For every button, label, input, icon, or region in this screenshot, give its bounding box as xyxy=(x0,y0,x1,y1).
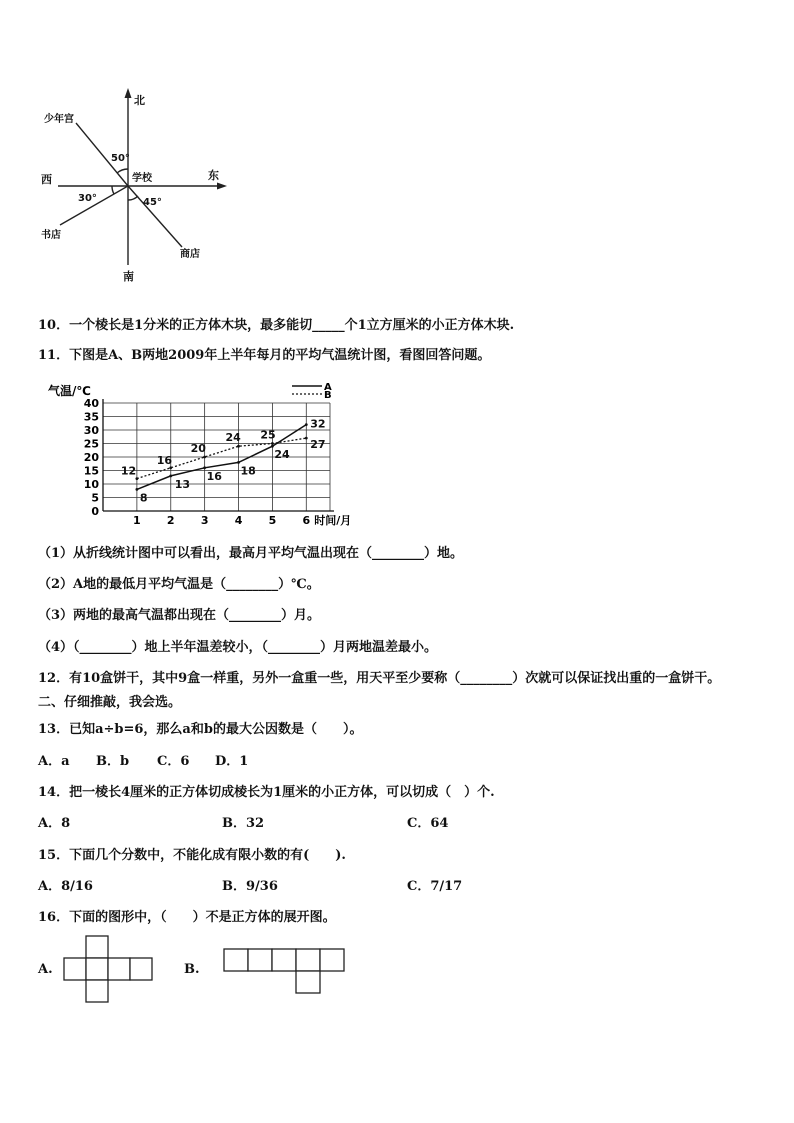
youth-palace-label: 少年宫 xyxy=(44,114,74,125)
compass-diagram xyxy=(30,85,240,290)
y-tick-label-35: 35 xyxy=(83,410,99,424)
data-label-A-2: 13 xyxy=(174,477,191,491)
point-A-1 xyxy=(135,488,138,491)
data-label-B-1: 12 xyxy=(120,464,137,478)
question-16: 16．下面的图形中，（ ）不是正方体的展开图。 xyxy=(38,910,336,925)
angle-north-label: 50° xyxy=(111,153,130,164)
angle-east-label: 45° xyxy=(143,197,162,208)
question-11-1: （1）从折线统计图中可以看出，最高月平均气温出现在（________）地。 xyxy=(38,546,464,561)
section-2-heading: 二、仔细推敲，我会选。 xyxy=(38,695,182,710)
temperature-line-chart xyxy=(40,378,380,528)
school-label: 学校 xyxy=(132,173,152,184)
point-B-6 xyxy=(305,437,308,440)
south-label: 南 xyxy=(123,270,134,283)
question-11-4: （4）（________）地上半年温差较小，（________）月两地温差最小。 xyxy=(38,640,438,655)
point-B-4 xyxy=(237,445,240,448)
q15-option-c: C．7/17 xyxy=(407,879,463,894)
data-label-A-6: 32 xyxy=(310,417,326,431)
y-tick-label-10: 10 xyxy=(83,478,99,491)
angle-west-label: 30° xyxy=(78,193,97,204)
data-label-B-5: 25 xyxy=(260,428,276,442)
point-B-5 xyxy=(271,442,274,445)
x-axis-title: 时间/月 xyxy=(314,514,352,527)
data-label-B-4: 24 xyxy=(225,431,241,445)
data-label-B-2: 16 xyxy=(156,453,173,467)
q16-option-a-label: A. xyxy=(38,962,53,977)
point-A-4 xyxy=(237,461,240,464)
q13-option-c: C．6 xyxy=(157,754,190,769)
question-11-2: （2）A地的最低月平均气温是（________）℃。 xyxy=(38,577,320,592)
q15-option-a: A．8/16 xyxy=(38,879,93,894)
store-label: 商店 xyxy=(180,249,200,260)
data-label-B-3: 20 xyxy=(190,442,206,455)
y-tick-label-25: 25 xyxy=(83,437,99,451)
q14-option-c: C．64 xyxy=(407,816,449,831)
point-B-1 xyxy=(135,477,138,480)
x-tick-label-6: 6 xyxy=(302,514,311,527)
data-label-A-1: 8 xyxy=(139,491,148,505)
q13-option-d: D．1 xyxy=(215,754,249,769)
y-tick-label-5: 5 xyxy=(91,491,99,505)
x-tick-label-2: 2 xyxy=(166,514,175,527)
point-A-6 xyxy=(305,423,308,426)
east-arrow-icon xyxy=(217,183,227,190)
q13-option-a: A．a xyxy=(38,754,70,769)
point-B-3 xyxy=(203,456,206,459)
q15-option-b: B．9/36 xyxy=(222,879,278,894)
north-label: 北 xyxy=(134,94,145,107)
y-tick-label-20: 20 xyxy=(83,451,99,464)
data-label-A-3: 16 xyxy=(206,469,222,483)
west-label: 西 xyxy=(41,173,52,186)
point-A-2 xyxy=(169,475,172,478)
question-10: 10．一个棱长是1分米的正方体木块，最多能切_____个1立方厘米的小正方体木块. xyxy=(38,318,515,333)
legend-label-B: B xyxy=(324,390,332,401)
north-arrow-icon xyxy=(125,88,132,98)
data-label-A-4: 18 xyxy=(240,464,256,478)
data-label-B-6: 27 xyxy=(310,438,326,452)
store-ray xyxy=(128,186,182,247)
angle-arc-west xyxy=(112,186,114,194)
q13-option-b: B．b xyxy=(96,754,130,769)
angle-arc-north xyxy=(117,169,128,173)
q14-option-a: A．8 xyxy=(38,816,71,831)
point-A-5 xyxy=(271,445,274,448)
q16-option-b-label: B. xyxy=(184,962,200,977)
cube-net-b xyxy=(222,947,348,997)
question-13: 13．已知a÷b=6，那么a和b的最大公因数是（ ）。 xyxy=(38,722,363,737)
cube-net-a xyxy=(62,935,158,1007)
y-tick-label-40: 40 xyxy=(83,397,99,410)
question-11: 11．下图是A、B两地2009年上半年每月的平均气温统计图，看图回答问题。 xyxy=(38,348,491,363)
point-B-2 xyxy=(169,466,172,469)
question-11-3: （3）两地的最高气温都出现在（________）月。 xyxy=(38,608,321,623)
question-12: 12．有10盒饼干，其中9盒一样重，另外一盒重一些，用天平至少要称（________）次就可以保证找出重的一盒饼干。 xyxy=(38,671,721,686)
question-14: 14．把一棱长4厘米的正方体切成棱长为1厘米的小正方体，可以切成（ ）个. xyxy=(38,785,495,800)
point-A-3 xyxy=(203,466,206,469)
q14-option-b: B．32 xyxy=(222,816,265,831)
x-tick-label-5: 5 xyxy=(268,514,277,527)
east-label: 东 xyxy=(208,169,219,182)
y-axis-title: 气温/℃ xyxy=(48,384,91,398)
x-tick-label-4: 4 xyxy=(234,514,243,527)
angle-arc-east xyxy=(128,196,138,200)
y-tick-label-0: 0 xyxy=(91,505,99,518)
x-tick-label-1: 1 xyxy=(133,514,141,527)
legend-label-A: A xyxy=(324,382,332,393)
x-tick-label-3: 3 xyxy=(200,514,209,527)
y-tick-label-30: 30 xyxy=(83,424,99,437)
bookstore-ray xyxy=(60,186,128,225)
bookstore-label: 书店 xyxy=(41,230,61,241)
question-15: 15．下面几个分数中，不能化成有限小数的有( ). xyxy=(38,848,346,863)
data-label-A-5: 24 xyxy=(274,448,290,462)
y-tick-label-15: 15 xyxy=(83,464,99,478)
